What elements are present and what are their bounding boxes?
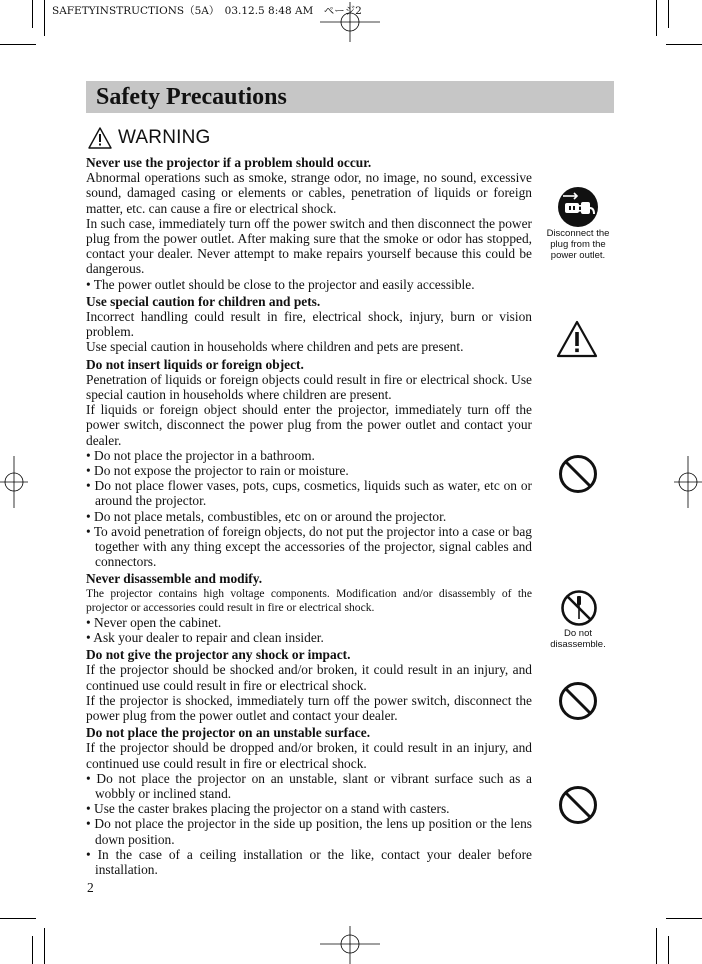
registration-mark-right: [674, 456, 702, 508]
warning-label: WARNING: [118, 127, 211, 148]
section-heading: Never disassemble and modify.: [86, 571, 263, 587]
disassemble-caption: Do not disassemble.: [550, 628, 606, 650]
bullet-item: • Use the caster brakes placing the projector on a stand with casters.: [86, 801, 450, 817]
caution-triangle-icon: [556, 320, 598, 358]
crop-mark: [656, 0, 657, 36]
paragraph: If the projector is shocked, immediately turn off the power switch, disconnect the power plug from the power outlet and contact your dealer.: [86, 692, 532, 723]
paragraph: If the projector should be shocked and/or broken, it could result in an injury, and continued use could result in fire or electrical shock.: [86, 662, 532, 693]
bullet-item: • Do not place flower vases, pots, cups, cosmetics, liquids such as water, etc on or around the projector.: [86, 478, 532, 509]
prohibition-icon: [558, 454, 598, 494]
bullet-item: • The power outlet should be close to the projector and easily accessible.: [86, 276, 475, 292]
section-heading: Use special caution for children and pets.: [86, 293, 321, 309]
registration-mark-left: [0, 456, 28, 508]
bullet-item: • Ask your dealer to repair and clean insider.: [86, 629, 324, 645]
section-problem: [86, 155, 532, 292]
page-title: Safety Precautions: [96, 84, 287, 110]
crop-mark: [666, 918, 702, 919]
crop-mark: [32, 0, 33, 28]
prohibition-icon: [558, 785, 598, 825]
section-heading: Never use the projector if a problem should occur.: [86, 155, 372, 170]
crop-mark: [668, 936, 669, 964]
title-bar: [86, 81, 614, 113]
warning-content: [86, 153, 532, 879]
section-heading: Do not place the projector on an unstable surface.: [86, 725, 371, 741]
paragraph: Incorrect handling could result in fire, electrical shock, injury, burn or vision problem.: [86, 309, 532, 340]
section-shock: [86, 647, 532, 723]
crop-mark: [0, 918, 36, 919]
section-heading: Do not give the projector any shock or impact.: [86, 647, 351, 663]
bullet-item: • Do not place metals, combustibles, etc on or around the projector.: [86, 508, 447, 524]
crop-mark: [668, 0, 669, 28]
no-disassembly-icon: [560, 589, 598, 627]
paragraph: Use special caution in households where children and pets are present.: [86, 339, 464, 355]
print-header-meta: SAFETYINSTRUCTIONS（5A） 03.12.5 8:48 AM ページ2: [52, 5, 362, 17]
bullet-item: • To avoid penetration of foreign objects, do not put the projector into a case or bag together with any thing except the accessories of the projector, signal cables and connectors.: [86, 523, 532, 570]
crop-mark: [44, 0, 45, 36]
bullet-item: • In the case of a ceiling installation or the like, contact your dealer before installation.: [86, 846, 532, 877]
paragraph: Abnormal operations such as smoke, strange odor, no image, no sound, excessive sound, damaged casing or elements or cables, penetration of liquids or foreign matter, etc. can cause a fire or electrical shock.: [86, 170, 532, 216]
section-unstable: [86, 725, 532, 877]
bullet-item: • Do not expose the projector to rain or moisture.: [86, 463, 349, 479]
paragraph: If liquids or foreign object should enter the projector, immediately turn off the power switch, disconnect the power plug from the power outlet and contact your dealer.: [86, 402, 532, 448]
paragraph: The projector contains high voltage components. Modification and/or disassembly of the projector or accessories could result in fire or electrical shock.: [86, 586, 532, 614]
paragraph: In such case, immediately turn off the power switch and then disconnect the power plug from the power outlet. After making sure that the smoke or odor has stopped, contact your dealer. Never attempt to make repairs yourself because this could be dangerous.: [86, 215, 532, 277]
bullet-item: • Do not place the projector on an unstable, slant or vibrant surface such as a wobbly or inclined stand.: [86, 770, 532, 801]
crop-mark: [44, 928, 45, 964]
bullet-item: • Do not place the projector in a bathroom.: [86, 447, 315, 463]
crop-mark: [0, 44, 36, 45]
crop-mark: [656, 928, 657, 964]
section-heading: Do not insert liquids or foreign object.: [86, 356, 304, 372]
section-disassemble: [86, 571, 532, 645]
prohibition-icon: [558, 681, 598, 721]
registration-mark-bottom: [320, 926, 380, 964]
warning-triangle-icon: [88, 127, 112, 149]
unplug-caption: Disconnect the plug from the power outlet.: [546, 228, 610, 261]
paragraph: Penetration of liquids or foreign objects could result in fire or electrical shock. Use special caution in households where children are present.: [86, 371, 532, 403]
crop-mark: [666, 44, 702, 45]
paragraph: If the projector should be dropped and/or broken, it could result in an injury, and continued use could result in fire or electrical shock.: [86, 740, 532, 771]
unplug-icon: [557, 186, 599, 228]
bullet-item: • Never open the cabinet.: [86, 614, 222, 630]
crop-mark: [32, 936, 33, 964]
bullet-item: • Do not place the projector in the side up position, the lens up position or the lens down position.: [86, 816, 532, 847]
page-number: 2: [87, 880, 94, 895]
section-children-pets: [86, 294, 532, 355]
section-liquids: [86, 357, 532, 570]
warning-heading: [88, 126, 211, 150]
